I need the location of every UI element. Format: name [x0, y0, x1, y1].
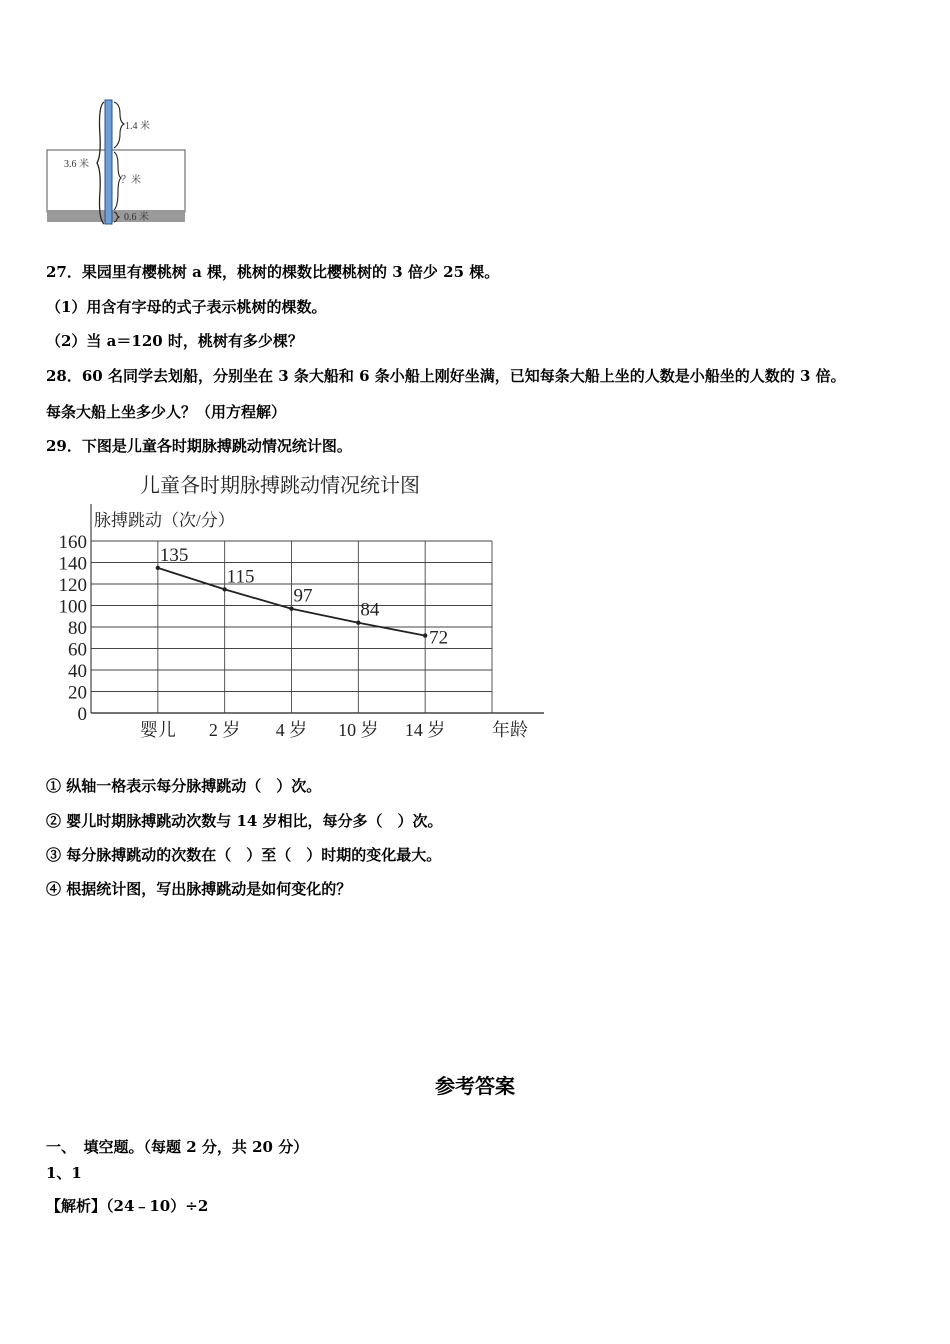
- label-bottom: 0.6 米: [124, 212, 149, 223]
- data-label: 72: [429, 627, 449, 649]
- q27-stem: 27．果园里有樱桃树 a 棵，桃树的棵数比樱桃树的 3 倍少 25 棵。: [46, 263, 500, 281]
- q29-stem: 29．下图是儿童各时期脉搏跳动情况统计图。: [46, 437, 352, 455]
- brace-top-right: [114, 102, 124, 148]
- label-middle: ？米: [121, 175, 141, 186]
- data-point: [289, 607, 293, 611]
- data-point: [156, 566, 160, 570]
- q29-sub3: ③ 每分脉搏跳动的次数在（ ）至（ ）时期的变化最大。: [46, 846, 442, 864]
- q29-sub4: ④ 根据统计图，写出脉搏跳动是如何变化的？: [46, 880, 352, 898]
- q28-line2: 每条大船上坐多少人？（用方程解）: [46, 403, 287, 421]
- y-tick-label: 100: [58, 596, 87, 618]
- y-axis-label: 脉搏跳动（次/分）: [94, 511, 235, 530]
- y-tick-label: 120: [58, 575, 87, 596]
- data-label: 115: [226, 566, 255, 588]
- x-tick-label: 14 岁: [404, 720, 446, 740]
- answers-section1: 一、 填空题。（每题 2 分，共 20 分）: [46, 1138, 309, 1156]
- q27-part1: （1）用含有字母的式子表示桃树的棵数。: [46, 298, 327, 316]
- x-tick-label: 10 岁: [338, 720, 379, 740]
- data-point: [356, 621, 360, 625]
- x-tick-label: 婴儿: [139, 720, 176, 740]
- x-axis-label: 年龄: [492, 720, 528, 740]
- y-tick-label: 160: [58, 532, 87, 553]
- pole-figure: [44, 96, 194, 228]
- ground-strip: [47, 210, 185, 222]
- answers-heading: 参考答案: [435, 1074, 515, 1098]
- answers-item1: 1、1: [46, 1164, 82, 1182]
- y-tick-label: 60: [68, 639, 87, 661]
- brace-left: [97, 102, 104, 224]
- pole: [105, 100, 112, 224]
- y-tick-label: 20: [68, 682, 87, 704]
- q29-sub1: ① 纵轴一格表示每分脉搏跳动（ ）次。: [46, 777, 322, 795]
- data-point: [423, 633, 427, 637]
- data-label: 97: [293, 585, 313, 607]
- y-tick-label: 40: [68, 661, 87, 682]
- data-point: [222, 587, 226, 591]
- data-label: 84: [360, 599, 380, 621]
- label-top: 1.4 米: [125, 121, 150, 132]
- y-tick-label: 140: [58, 553, 87, 575]
- brace-mid-right: [114, 152, 121, 210]
- label-left: 3.6 米: [64, 159, 89, 170]
- x-tick-label: 4 岁: [275, 720, 308, 740]
- answers-analysis: 【解析】（24﹣10）÷2: [46, 1197, 209, 1215]
- q27-part2: （2）当 a＝120 时，桃树有多少棵？: [46, 332, 303, 350]
- pulse-line-chart: [44, 466, 554, 748]
- y-tick-label: 0: [77, 704, 87, 725]
- y-tick-label: 80: [68, 618, 87, 639]
- chart-title: 儿童各时期脉搏跳动情况统计图: [140, 475, 420, 497]
- q28-line1: 28．60 名同学去划船，分别坐在 3 条大船和 6 条小船上刚好坐满，已知每条大船上坐的人数是小船坐的人数的 3 倍。: [46, 367, 846, 385]
- q29-sub2: ② 婴儿时期脉搏跳动次数与 14 岁相比，每分多（ ）次。: [46, 812, 443, 830]
- data-label: 135: [159, 544, 189, 566]
- x-tick-label: 2 岁: [208, 720, 241, 740]
